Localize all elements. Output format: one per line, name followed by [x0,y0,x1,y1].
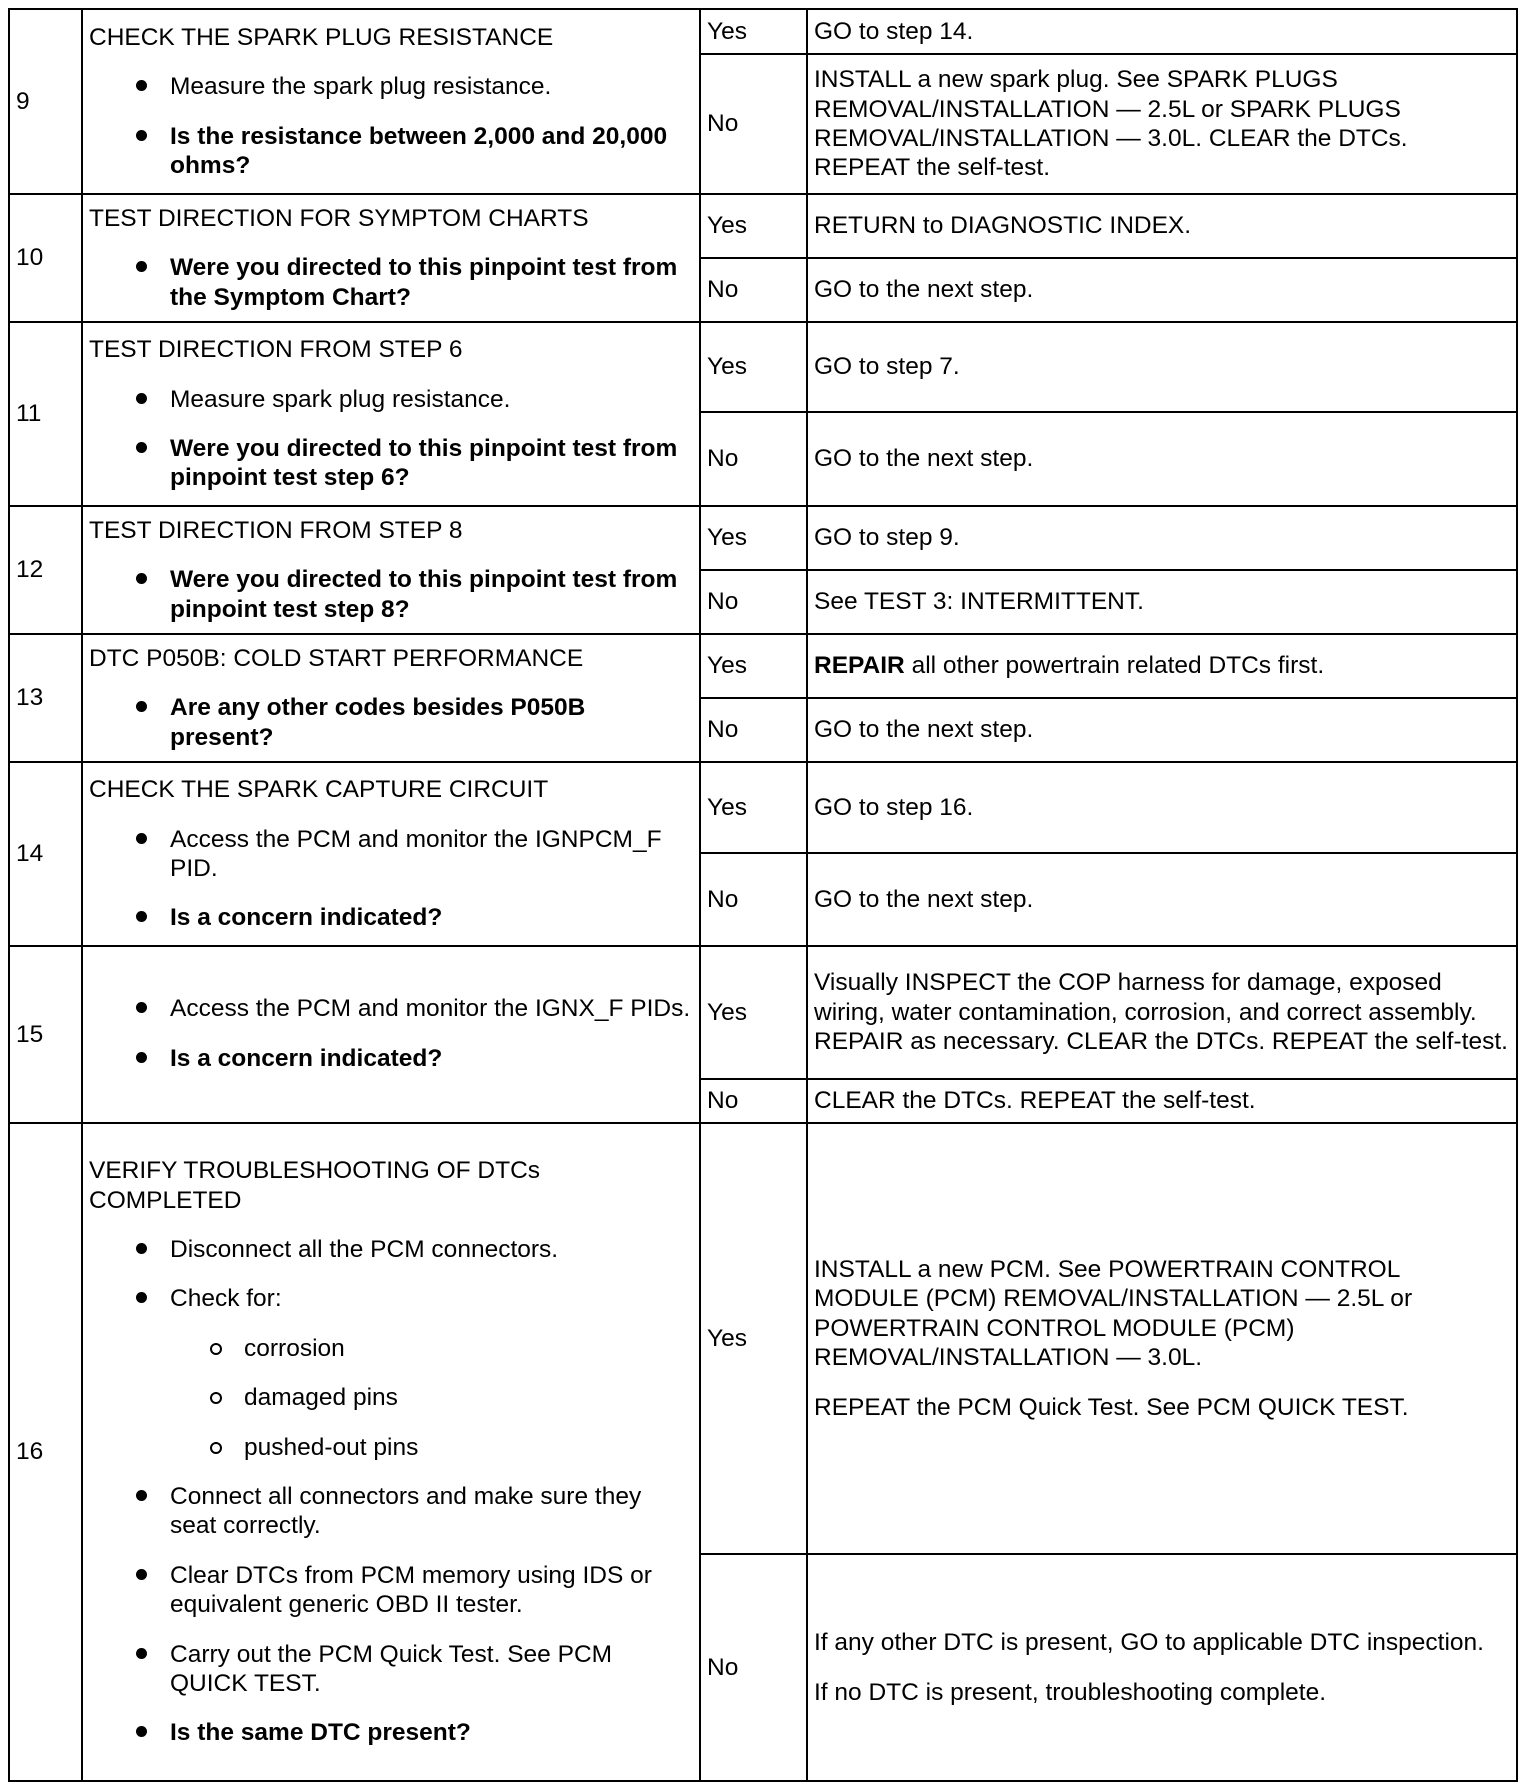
answer-no: No [700,1554,807,1781]
step-question: Is a concern indicated? [89,1044,693,1073]
answer-yes: Yes [700,9,807,54]
step-number: 11 [9,322,82,506]
result-yes: Visually INSPECT the COP harness for damage, exposed wiring, water contamination, corrosion, and correct assembly. REPAIR as necessary. CLEAR the DTCs. REPEAT the self-test. [807,946,1517,1079]
result-yes [807,1123,1517,1554]
table-row [9,194,1517,258]
bullet-list [89,994,693,1073]
step-question: Is a concern indicated? [89,903,693,932]
result-yes: GO to step 7. [807,322,1517,412]
step-action [82,946,700,1123]
step-number: 12 [9,506,82,634]
step-question: Were you directed to this pinpoint test from pinpoint test step 8? [89,565,693,624]
result-no: INSTALL a new spark plug. See SPARK PLUGS REMOVAL/INSTALLATION — 2.5L or SPARK PLUGS REMOVAL/INSTALLATION — 3.0L. CLEAR the DTCs. REPEAT the self-test. [807,54,1517,194]
table-row [9,506,1517,570]
answer-yes: Yes [700,1123,807,1554]
bullet-item: Clear DTCs from PCM memory using IDS or equivalent generic OBD II tester. [89,1561,693,1620]
step-action [82,506,700,634]
step-title: VERIFY TROUBLESHOOTING OF DTCs COMPLETED [89,1157,541,1214]
bullet-list [89,1482,693,1748]
result-yes: GO to step 9. [807,506,1517,570]
answer-no: No [700,258,807,322]
step-title: TEST DIRECTION FROM STEP 6 [89,336,463,364]
step-action [82,194,700,322]
step-number: 16 [9,1123,82,1781]
step-action [82,634,700,762]
result-yes: GO to step 14. [807,9,1517,54]
step-number: 14 [9,762,82,946]
answer-no: No [700,1079,807,1123]
result-yes: RETURN to DIAGNOSTIC INDEX. [807,194,1517,258]
step-action [82,762,700,946]
bullet-item: Measure spark plug resistance. [89,385,693,414]
step-question: Were you directed to this pinpoint test from the Symptom Chart? [89,253,693,312]
sub-item: corrosion [89,1334,693,1363]
bullet-item: Access the PCM and monitor the IGNX_F PIDs. [89,994,693,1023]
bullet-list [89,1235,693,1314]
step-number: 10 [9,194,82,322]
step-title: DTC P050B: COLD START PERFORMANCE [89,644,584,672]
table-row [9,322,1517,412]
step-question: Is the resistance between 2,000 and 20,000 ohms? [89,122,693,181]
step-action [82,9,700,194]
bullet-list [89,565,693,624]
step-question: Are any other codes besides P050B present? [89,693,693,752]
bullet-list [89,72,693,180]
bullet-item [89,1284,693,1313]
bullet-item: Access the PCM and monitor the IGNPCM_F PID. [89,825,693,884]
bullet-item: Measure the spark plug resistance. [89,72,693,101]
answer-no: No [700,54,807,194]
result-no: GO to the next step. [807,258,1517,322]
step-action [82,322,700,506]
sub-list [89,1334,693,1462]
answer-no: No [700,412,807,506]
step-number: 13 [9,634,82,762]
result-no [807,1554,1517,1781]
result-yes [807,634,1517,698]
answer-yes: Yes [700,506,807,570]
result-yes-keyword: REPAIR [814,652,905,680]
bullet-item: Connect all connectors and make sure they seat correctly. [89,1482,693,1541]
answer-no: No [700,570,807,634]
bullet-item: Disconnect all the PCM connectors. [89,1235,693,1264]
step-title: TEST DIRECTION FOR SYMPTOM CHARTS [89,204,589,232]
result-yes-text: INSTALL a new PCM. See POWERTRAIN CONTROL MODULE (PCM) REMOVAL/INSTALLATION — 2.5L or POWERTRAIN CONTROL MODULE (PCM) REMOVAL/INSTALLATION — 3.0L. [814,1256,1413,1372]
answer-no: No [700,698,807,762]
step-number: 9 [9,9,82,194]
sub-item: pushed-out pins [89,1433,693,1462]
result-yes-text-2: REPEAT the PCM Quick Test. See PCM QUICK TEST. [814,1393,1409,1421]
bullet-item: Carry out the PCM Quick Test. See PCM QUICK TEST. [89,1640,693,1699]
table-row [9,9,1517,54]
step-question: Were you directed to this pinpoint test from pinpoint test step 6? [89,434,693,493]
step-number: 15 [9,946,82,1123]
step-question: Is the same DTC present? [89,1718,693,1747]
step-title: CHECK THE SPARK CAPTURE CIRCUIT [89,776,549,804]
answer-yes: Yes [700,762,807,853]
step-action [82,1123,700,1781]
bullet-item-text: Check for: [170,1285,282,1313]
bullet-list [89,253,693,312]
bullet-list [89,825,693,933]
result-no: GO to the next step. [807,412,1517,506]
result-no: GO to the next step. [807,698,1517,762]
result-yes: GO to step 16. [807,762,1517,853]
answer-yes: Yes [700,946,807,1079]
result-no: See TEST 3: INTERMITTENT. [807,570,1517,634]
step-title: CHECK THE SPARK PLUG RESISTANCE [89,23,554,51]
diagnostic-table [8,8,1518,1782]
table-row [9,762,1517,853]
sub-item: damaged pins [89,1383,693,1412]
result-yes-text: all other powertrain related DTCs first. [904,652,1325,680]
table-row [9,634,1517,698]
answer-no: No [700,853,807,946]
result-no-text: If any other DTC is present, GO to applicable DTC inspection. [814,1629,1484,1657]
result-no: GO to the next step. [807,853,1517,946]
answer-yes: Yes [700,322,807,412]
bullet-list [89,385,693,493]
result-no: CLEAR the DTCs. REPEAT the self-test. [807,1079,1517,1123]
table-row [9,946,1517,1079]
step-title: TEST DIRECTION FROM STEP 8 [89,516,463,544]
table-row [9,1123,1517,1554]
bullet-list [89,693,693,752]
answer-yes: Yes [700,194,807,258]
answer-yes: Yes [700,634,807,698]
result-no-text-2: If no DTC is present, troubleshooting complete. [814,1678,1327,1706]
